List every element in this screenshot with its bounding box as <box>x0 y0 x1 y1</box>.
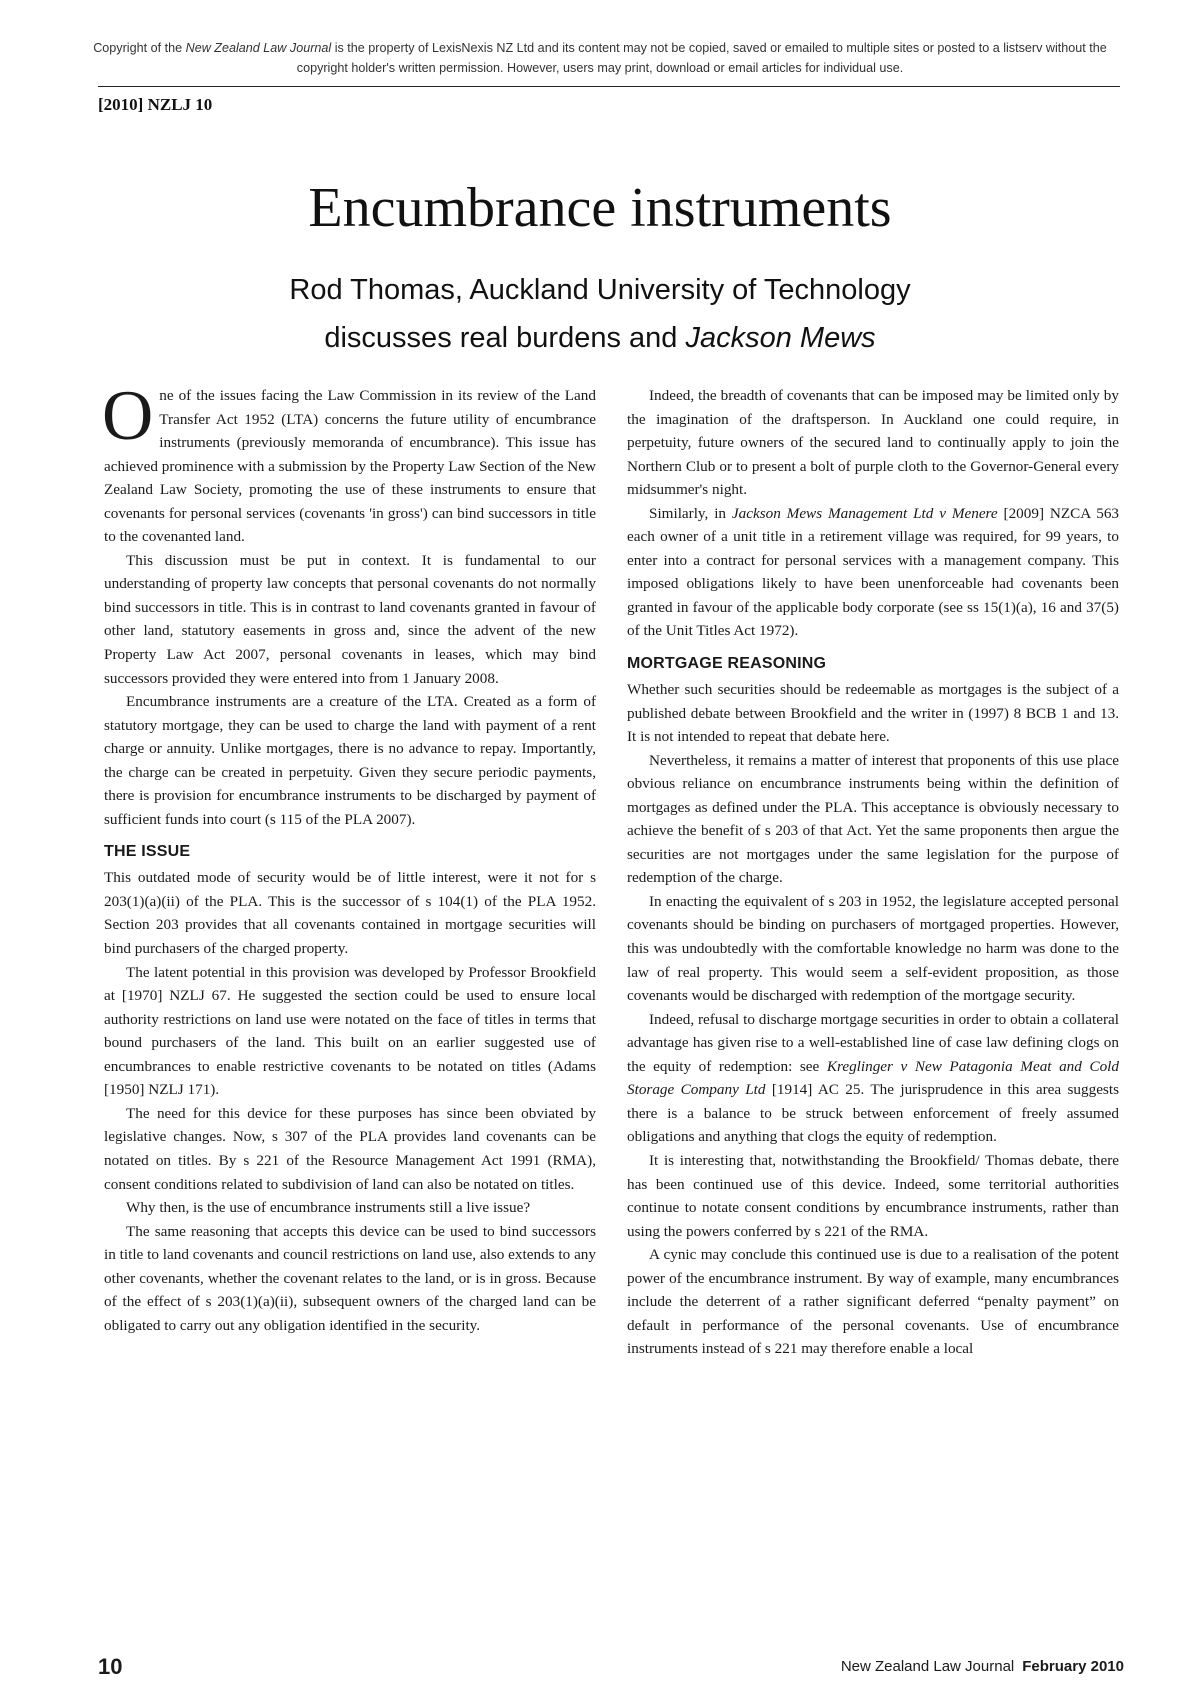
copyright-text-2: is the property of LexisNexis NZ Ltd and its content may not be copied, saved or emailed to multiple sites or posted to a listserv without the copyright holder's written permission. However, users may print, download or email articles for individual use. <box>296 41 1107 75</box>
paragraph: The same reasoning that accepts this device can be used to bind successors in title to land covenants and council restrictions on land use, also extends to any other covenants, whether the covenant relates to the land, or is in gross. Because of the effect of s 203(1)(a)(ii), subsequent owners of the charged land can be obligated to carry out any obligation identified in the security. <box>104 1222 596 1334</box>
section-heading-the-issue: THE ISSUE <box>104 843 191 861</box>
section-heading-mortgage-reasoning: MORTGAGE REASONING <box>627 655 827 673</box>
left-column <box>102 377 596 1337</box>
page-number: 10 <box>98 1654 123 1679</box>
paragraph <box>627 502 1119 643</box>
case-citation: Kreglinger v New Patagonia Meat and Cold Storage Company Ltd <box>627 1057 1119 1099</box>
case-citation: Jackson Mews Management Ltd v Menere <box>731 504 998 522</box>
article-subtitle <box>0 266 1200 362</box>
subtitle-line-2 <box>0 314 1200 362</box>
paragraph-text: [2009] NZCA 563 each owner of a unit title in a retirement village was required, for 99 years, to enter into a contract for personal services with a management company. This imposed obligations likely to have been unenforceable had covenants been granted in favour of the applicable body corporate (see ss 15(1)(a), 16 and 37(5) of the Unit Titles Act 1972). <box>627 504 1120 640</box>
issue-date: February 2010 <box>1022 1658 1124 1675</box>
paragraph: Whether such securities should be redeemable as mortgages is the subject of a published debate between Brookfield and the writer in (1997) 8 BCB 1 and 13. It is not intended to repeat that debate here. <box>627 681 1119 746</box>
article-title: Encumbrance instruments <box>308 177 892 239</box>
paragraph: Nevertheless, it remains a matter of interest that proponents of this use place obvious reliance on encumbrance instruments being within the definition of mortgages as defined under the PLA. This acceptance is obviously necessary to achieve the benefit of s 203 of that Act. Yet the same proponents then argue the securities are not mortgages under the same legislation for the purpose of redemption of the charge. <box>627 751 1119 887</box>
paragraph: A cynic may conclude this continued use is due to a realisation of the potent power of the encumbrance instrument. By way of example, many encumbrances include the deterrent of a rather significant deferred “penalty payment” on default in performance of the personal covenants. Use of encumbrance instruments instead of s 221 may therefore enable a local <box>627 1246 1119 1358</box>
paragraph-text: [1914] AC 25. The jurisprudence in this area suggests there is a balance to be struck between enforcement of freely assumed obligations and anything that clogs the equity of redemption. <box>627 1081 1119 1146</box>
copyright-journal-name: New Zealand Law Journal <box>185 41 332 55</box>
paragraph: The latent potential in this provision was developed by Professor Brookfield at [1970] NZLJ 67. He suggested the section could be used to ensure local authority restrictions on land use were notated on the face of titles in terms that bound purchasers of the land. This built on an earlier suggested use of encumbrances to enable restrictive covenants to be notated on titles (Adams [1950] NZLJ 171). <box>104 963 596 1099</box>
subtitle-prefix: discusses real burdens and <box>324 322 686 354</box>
paragraph-text: Indeed, refusal to discharge mortgage securities in order to obtain a collateral advantage has given rise to a well-established line of case law defining clogs on the equity of redemption: see <box>627 1010 1119 1075</box>
paragraph <box>102 377 596 549</box>
paragraph-text: ne of the issues facing the Law Commission in its review of the Land Transfer Act 1952 (LTA) concerns the future utility of encumbrance instruments (previously memoranda of encumbrance). This issue has achieved prominence with a submission by the Property Law Section of the New Zealand Law Society, promoting the use of these instruments to ensure that covenants for personal services (covenants 'in gross') can bind successors in title to the covenanted land. <box>104 387 596 546</box>
paragraph: The need for this device for these purposes has since been obviated by legislative changes. Now, s 307 of the PLA provides land covenants can be notated on titles. By s 221 of the Resource Management Act 1991 (RMA), consent conditions related to subdivision of land can also be notated on titles. <box>104 1104 596 1193</box>
subtitle-case-name: Jackson Mews <box>685 322 876 354</box>
journal-name: New Zealand Law Journal <box>840 1658 1015 1675</box>
paragraph-text: Similarly, in <box>649 504 732 522</box>
drop-cap: O <box>102 377 154 455</box>
paragraph <box>627 1008 1119 1149</box>
copyright-text-1: Copyright of the <box>93 41 186 55</box>
paragraph: This discussion must be put in context. It is fundamental to our understanding of property law concepts that personal covenants do not normally bind successors in title. This is in contrast to land covenants granted in favour of other land, statutory easements in gross and, since the advent of the new Property Law Act 2007, personal covenants in leases, which may bind successors provided they were entered into from 1 January 2008. <box>104 551 596 687</box>
copyright-notice <box>70 38 1130 78</box>
subtitle-line-1: Rod Thomas, Auckland University of Technology <box>289 274 911 306</box>
paragraph: In enacting the equivalent of s 203 in 1952, the legislature accepted personal covenants should be binding on purchasers of mortgaged properties. However, this was undoubtedly with the comfortable knowledge no harm was done to the law of real property. This would seem a self-evident proposition, as those covenants would be discharged with redemption of the mortgage security. <box>627 892 1119 1005</box>
right-column <box>627 384 1119 1361</box>
paragraph: Why then, is the use of encumbrance instruments still a live issue? <box>126 1199 531 1217</box>
footer-journal <box>841 1658 1124 1675</box>
paragraph: Indeed, the breadth of covenants that can be imposed may be limited only by the imagination of the draftsperson. In Auckland one could require, in perpetuity, future owners of the secured land to continually apply to join the Northern Club or to present a bolt of purple cloth to the Governor-General every midsummer's night. <box>627 387 1119 499</box>
paragraph: It is interesting that, notwithstanding the Brookfield/ Thomas debate, there has been continued use of this device. Indeed, some territorial authorities continue to notate consent conditions by encumbrance instruments, rather than using the powers conferred by s 221 of the RMA. <box>627 1151 1119 1240</box>
header-divider <box>98 86 1120 87</box>
paragraph: This outdated mode of security would be of little interest, were it not for s 203(1)(a)(ii) of the PLA. This is the successor of s 104(1) of the PLA 1952. Section 203 provides that all covenants contained in mortgage securities will bind purchasers of the charged property. <box>104 869 596 958</box>
paragraph: Encumbrance instruments are a creature of the LTA. Created as a form of statutory mortgage, they can be used to charge the land with payment of a rent charge or annuity. Unlike mortgages, there is no advance to repay. Importantly, the charge can be created in perpetuity. Given they secure periodic payments, there is provision for encumbrance instruments to be discharged by payment of sufficient funds into court (s 115 of the PLA 2007). <box>104 693 596 828</box>
citation: [2010] NZLJ 10 <box>98 95 213 114</box>
